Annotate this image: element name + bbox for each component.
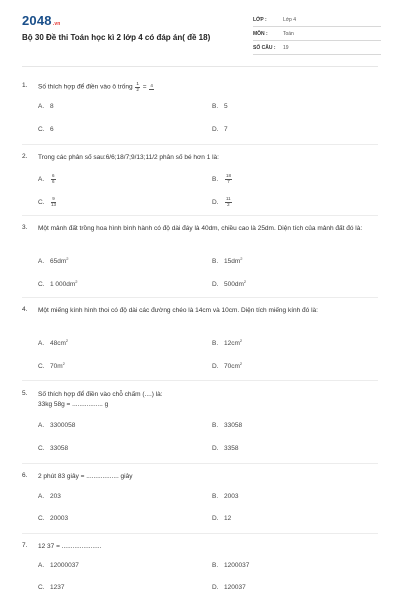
option-b[interactable]: B. 1200037: [212, 562, 250, 569]
divider: [22, 380, 378, 381]
option-c[interactable]: C. 6: [38, 126, 54, 133]
option-d[interactable]: D. $500dm^2$: [212, 279, 247, 289]
option-b[interactable]: B. 5: [212, 103, 228, 110]
option-c[interactable]: C. $\frac{9}{13}$: [38, 196, 57, 207]
option-a[interactable]: A. 203: [38, 493, 61, 500]
divider: [22, 144, 378, 145]
meta-question-count: SỐ CÂU : 19: [253, 43, 381, 55]
option-c[interactable]: C. 1237: [38, 584, 65, 591]
divider: [22, 215, 378, 216]
logo: 2048.vn: [22, 13, 61, 28]
fraction: 4: [150, 83, 153, 89]
option-c[interactable]: C. 33058: [38, 445, 69, 452]
header-divider: [22, 66, 378, 67]
option-c[interactable]: C. $70m^2$: [38, 361, 65, 371]
option-d[interactable]: D. $\frac{11}{2}$: [212, 196, 231, 207]
divider: [22, 297, 378, 298]
page-title: Bộ 30 Đề thi Toán học kì 2 lớp 4 có đáp án( đề 18): [22, 33, 211, 42]
option-d[interactable]: D. $70cm^2$: [212, 361, 243, 371]
option-c[interactable]: C. 20003: [38, 515, 69, 522]
meta-subject: MÔN : Toán: [253, 29, 381, 41]
meta-grade: LỚP : Lớp 4: [253, 15, 381, 27]
option-a[interactable]: A. $65dm^2$: [38, 256, 69, 266]
option-a[interactable]: A. 8: [38, 103, 54, 110]
option-d[interactable]: D. 120037: [212, 584, 246, 591]
option-b[interactable]: B. $12cm^2$: [212, 338, 243, 348]
option-b[interactable]: B. $\frac{18}{7}$: [212, 173, 232, 184]
option-d[interactable]: D. 12: [212, 515, 232, 522]
option-c[interactable]: C. 1 $000dm^2$: [38, 279, 78, 289]
option-d[interactable]: D. 3358: [212, 445, 239, 452]
option-b[interactable]: B. $15dm^2$: [212, 256, 243, 266]
option-a[interactable]: A. 3300058: [38, 422, 76, 429]
fraction: $\frac{1}{2}$: [136, 81, 139, 92]
option-d[interactable]: D. 7: [212, 126, 228, 133]
option-b[interactable]: B. 2003: [212, 493, 239, 500]
divider: [22, 533, 378, 534]
option-a[interactable]: A. $48cm^2$: [38, 338, 69, 348]
option-b[interactable]: B. 33058: [212, 422, 243, 429]
option-a[interactable]: A. $\frac{6}{6}$: [38, 173, 55, 184]
option-a[interactable]: A. 12000037: [38, 562, 79, 569]
header: [0, 0, 400, 70]
divider: [22, 463, 378, 464]
exam-page: 2048.vn Bộ 30 Đề thi Toán học kì 2 lớp 4 có đáp án( đề 18) LỚP : Lớp 4 MÔN : Toán SỐ CÂU : 19 1. Số thích hợp để điền vào ô trống $\frac{1}{2}$ = 4 A. 8 B. 5 C. 6 D. 7 2. Trong các phân số sau:6/6;18/7;9/13;11/2 phân số bé hơn 1 là: A. $\frac{6}{6}$ B. $\frac{18}{7}$ C. $\frac{9}{13}$ D. $\frac{11}{2}$ 3. Một mảnh đất trồng hoa hình bình hành có độ dài đáy là 40dm, chiều cao là 25dm. Diện tích của mảnh đất đó là: A. $65dm^2$ B. $15dm^2$ C. 1 $000dm^2$ D. $500dm^2$ 4. Một miếng kính hình thoi có độ dài các đường chéo là 14cm và 10cm. Diện tích miếng kính đó là: A. $48cm^2$ B. $12cm^2$ C. $70m^2$ D. $70cm^2$ 5. Số thích hợp để điền vào chỗ chấm (....) là: 33kg 58g = ................. g A. 3300058 B. 33058 C. 33058 D. 3358 6. 2 phút 83 giây = .................. giây A. 203 B. 2003 C. 20003 D. 12 7. 12 37 = ...................... A. 12000037 B. 1200037 C. 1237 D. 120037: [0, 0, 400, 600]
